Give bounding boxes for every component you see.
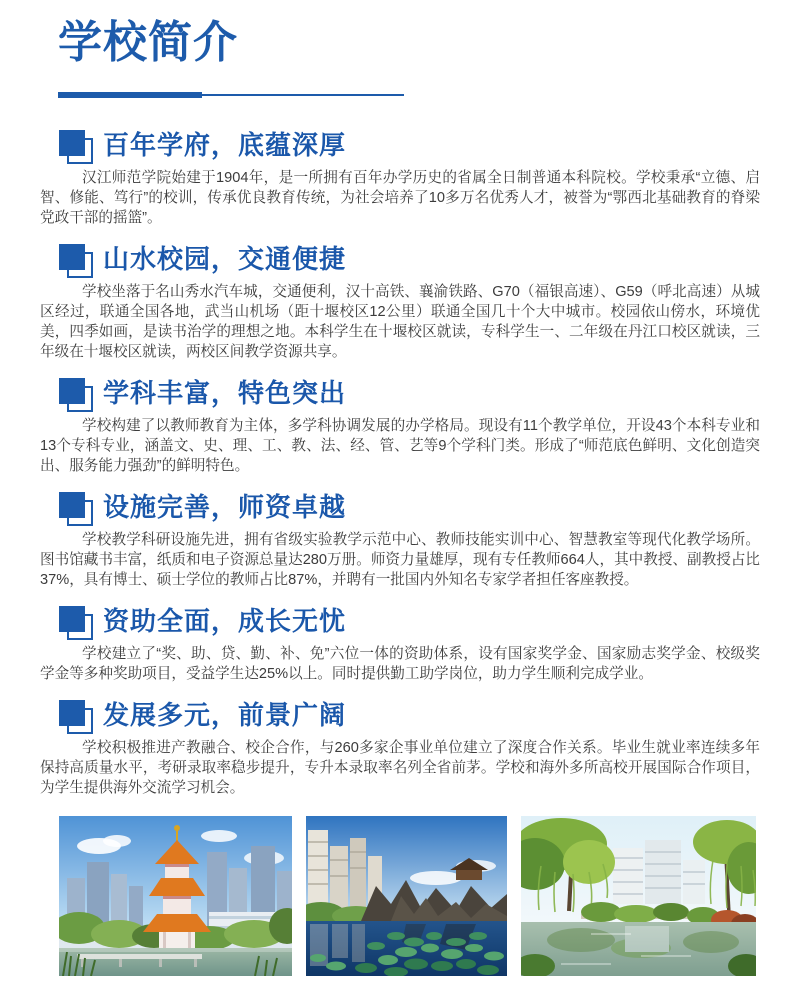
section-body: 学校建立了“奖、助、贷、勤、补、免”六位一体的资助体系，设有国家奖学金、国家励志奖学金、校级奖学金等多种奖助项目，受益学生达25%以上。同时提供勤工助学岗位，助力学生顺利完成学业。 — [40, 646, 760, 682]
overlapping-squares-icon — [59, 492, 93, 526]
section-body: 学校积极推进产教融合、校企合作，与260多家企事业单位建立了深度合作关系。毕业生就业率连续多年保持高质量水平，考研录取率稳步提升，专升本录取率名列全省前茅。学校和海外多所高校开展国际合作项目，为学生提供海外交流学习机会。 — [40, 740, 760, 796]
section-heading: 发展多元，前景广阔 — [103, 700, 347, 730]
section-heading: 百年学府，底蕴深厚 — [103, 130, 347, 160]
section-body: 学校坐落于名山秀水汽车城，交通便利，汉十高铁、襄渝铁路、G70（福银高速）、G59（呼北高速）从城区经过，联通全国各地，武当山机场（距十堰校区12公里）联通全国几十个大中城市。校园依山傍水，环境优美，四季如画，是读书治学的理想之地。本科学生在十堰校区就读，专科学生一、二年级在丹江口校区就读，三年级在十堰校区就读，两校区间教学资源共享。 — [40, 284, 760, 360]
overlapping-squares-icon — [59, 378, 93, 412]
section-heading: 资助全面，成长无忧 — [103, 606, 347, 636]
section-heading-row — [59, 130, 760, 164]
section-history — [40, 130, 775, 228]
divider-thin-line — [202, 94, 404, 96]
section-financial-aid — [40, 606, 760, 684]
section-heading: 设施完善，师资卓越 — [103, 492, 347, 522]
overlapping-squares-icon — [59, 244, 93, 278]
campus-willow-pond-photo — [521, 816, 756, 976]
campus-lilypond-rockery-photo — [306, 816, 507, 976]
section-facilities-faculty — [40, 492, 760, 590]
overlapping-squares-icon — [59, 700, 93, 734]
section-heading-row — [59, 378, 760, 412]
section-heading-row — [59, 606, 760, 640]
section-heading-row — [59, 492, 760, 526]
photo-row — [59, 816, 800, 976]
section-development-prospects — [40, 700, 760, 798]
section-campus-transport — [40, 244, 760, 362]
page-title: 学校简介 — [58, 18, 238, 67]
section-heading-row — [59, 700, 760, 734]
campus-pagoda-lake-photo — [59, 816, 292, 976]
title-divider — [58, 92, 404, 98]
section-heading: 山水校园，交通便捷 — [103, 244, 347, 274]
section-body: 学校构建了以教师教育为主体，多学科协调发展的办学格局。现设有11个教学单位，开设43个本科专业和13个专科专业，涵盖文、史、理、工、教、法、经、管、艺等9个学科门类。形成了“师范底色鲜明、文化创造突出、服务能力强劲”的鲜明特色。 — [40, 418, 760, 474]
section-heading: 学科丰富，特色突出 — [103, 378, 347, 408]
section-body: 学校教学科研设施先进，拥有省级实验教学示范中心、教师技能实训中心、智慧教室等现代化教学场所。图书馆藏书丰富，纸质和电子资源总量达280万册。师资力量雄厚，现有专任教师664人，其中教授、副教授占比37%，具有博士、硕士学位的教师占比87%，并聘有一批国内外知名专家学者担任客座教授。 — [40, 532, 761, 588]
overlapping-squares-icon — [59, 606, 93, 640]
section-heading-row — [59, 244, 760, 278]
section-body: 汉江师范学院始建于1904年，是一所拥有百年办学历史的省属全日制普通本科院校。学校秉承“立德、启智、修能、笃行”的校训，传承优良教育传统，为社会培养了10多万名优秀人才，被誉为“鄂西北基础教育的脊梁 党政干部的摇篮”。 — [40, 170, 775, 226]
section-disciplines — [40, 378, 760, 476]
overlapping-squares-icon — [59, 130, 93, 164]
divider-thick-bar — [58, 92, 202, 98]
